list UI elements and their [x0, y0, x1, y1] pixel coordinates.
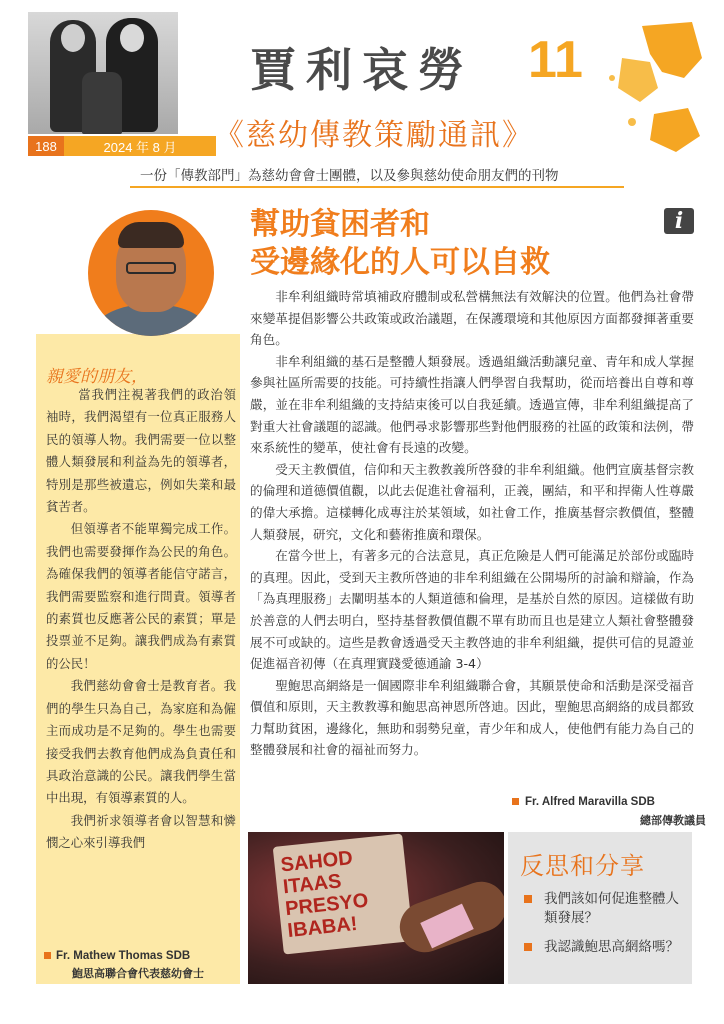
reflection-box — [508, 832, 692, 984]
letter-signature-title: 鮑思高聯合會代表慈幼會士 — [72, 967, 204, 980]
letter-signature-name: Fr. Mathew Thomas SDB — [56, 950, 191, 962]
issue-date: 2024 年 8 月 — [64, 136, 216, 156]
issue-badge: 11 — [528, 31, 583, 89]
portrait-hair — [118, 222, 184, 248]
article-paragraph: 在當今世上，有著多元的合法意見，真正危險是人們可能滿足於部份或臨時的真理。因此，受到天主教所啓迪的非牟利組織在公開場所的討論和辯論，作為「為真理服務」去闡明基本的人類道德和倫理，是基於自然的原因。這樣做有助於善意的人們去明白，堅持基督教價值觀不單有助而且也是建立人類社會整體發展不可或缺的。這些是教會透過受天主教啓迪的非牟利組織，提供可信的見證並促進福音初傳（在真理實踐愛德通諭 3-4） — [250, 548, 694, 672]
bullet-square-icon — [524, 943, 532, 951]
author-portrait — [88, 210, 214, 336]
letter-paragraph: 我們慈幼會會士是教育者。我們的學生只為自己，為家庭和為僱主而成功是不足夠的。學生也需要接受我們去教育他們成為負責任和具政治意識的公民。讓我們學生當中出現，有領導素質的人。 — [46, 678, 236, 806]
article-body — [250, 286, 694, 761]
issue-number: 188 — [28, 136, 64, 156]
newsletter-title: 賈利哀勞 — [250, 43, 474, 97]
article-paragraph: 非牟利組織的基石是整體人類發展。透過組織活動讓兒童、青年和成人掌握參與社區所需要的技能。可持續性指讓人們學習自我幫助，從而培養出自尊和尊嚴，並在非牟利組織的支持結束後可以自我延續。透過宣傳，非牟利組織提高了對重大社會議題的認識。他們尋求影響那些對他們服務的社區的政策和法例，帶來系統性的變革，使社會有長遠的改變。 — [250, 353, 694, 456]
founders-photo — [28, 12, 178, 134]
article-title-line1: 幫助貧困者和 — [250, 207, 430, 242]
newsletter-tagline: 一份「傳教部門」為慈幼會會士團體，以及參與慈幼使命朋友們的刊物 — [140, 168, 559, 184]
letter-paragraph: 但領導者不能單獨完成工作。我們也需要發揮作為公民的角色。為確保我們的領導者能信守諾言，我們需要監察和進行問責。領導者的素質也反應著公民的素質；單是投票並不足夠。讓我們成為有素質的公民！ — [46, 521, 236, 671]
reflection-question-text: 我認識鮑思高網絡嗎？ — [544, 939, 679, 955]
info-icon: i — [664, 208, 694, 234]
reflection-question — [524, 938, 684, 957]
letter-signature — [44, 950, 190, 962]
bullet-square-icon — [512, 798, 519, 805]
reflection-question — [524, 890, 684, 928]
article-paragraph: 非牟利組織時常填補政府體制或私營構無法有效解決的位置。他們為社會帶來變革提倡影響公共政策或政治議題，在保護環境和其他原因方面都發揮著重要角色。 — [250, 289, 694, 348]
article-paragraph: 聖鮑思高網絡是一個國際非牟利組織聯合會，其願景使命和活動是深受福音價值和原則，天主教教導和鮑思高神恩所啓迪。因此，聖鮑思高網絡的成員都致力幫助貧困，邊緣化，無助和弱勢兒童，青少年和成人，使他們有能力為自己的整體發展和社會的福祉而努力。 — [250, 677, 694, 758]
article-signature-name: Fr. Alfred Maravilla SDB — [525, 796, 655, 808]
reflection-title: 反思和分享 — [520, 852, 645, 880]
letter-paragraph: 我們祈求領導者會以智慧和憐憫之心來引導我們 — [46, 812, 236, 851]
header-divider — [130, 186, 624, 188]
article-signature-title: 總部傳教議員 — [640, 814, 706, 827]
bullet-square-icon — [524, 895, 532, 903]
protest-sign-text: SAHOD ITAAS PRESYO IBABA! — [279, 847, 370, 943]
issue-bar — [28, 136, 216, 156]
letter-greeting: 親愛的朋友， — [46, 367, 148, 387]
letter-paragraph: 當我們注視著我們的政治領袖時，我們渴望有一位真正服務人民的領導人物。我們需要一位以整體人類發展和利益為先的領導者，特別是那些被遺忘，例如失業和最貧苦者。 — [46, 387, 236, 515]
world-map-icon — [592, 18, 704, 158]
letter-body — [46, 384, 236, 855]
protest-photo — [248, 832, 504, 984]
child-figure — [82, 72, 122, 134]
reflection-question-text: 我們該如何促進整體人類發展？ — [544, 891, 679, 926]
article-paragraph: 受天主教價值，信仰和天主教教義所啓發的非牟利組織。他們宣廣基督宗教的倫理和道德價值觀，以此去促進社會福利，正義，團結，和平和捍衛人性尊嚴的偉大承擔。這樣轉化成專注於某領域，如社會工作，推廣基督宗教價值，整體人類發展，研究，文化和藝術推廣和環保。 — [250, 461, 694, 542]
article-title — [250, 206, 550, 282]
newsletter-subtitle: 《慈幼傳教策勵通訊》 — [214, 118, 534, 153]
bullet-square-icon — [44, 952, 51, 959]
article-signature — [512, 796, 655, 808]
portrait-glasses — [126, 262, 176, 274]
article-title-line2: 受邊緣化的人可以自救 — [250, 245, 550, 280]
